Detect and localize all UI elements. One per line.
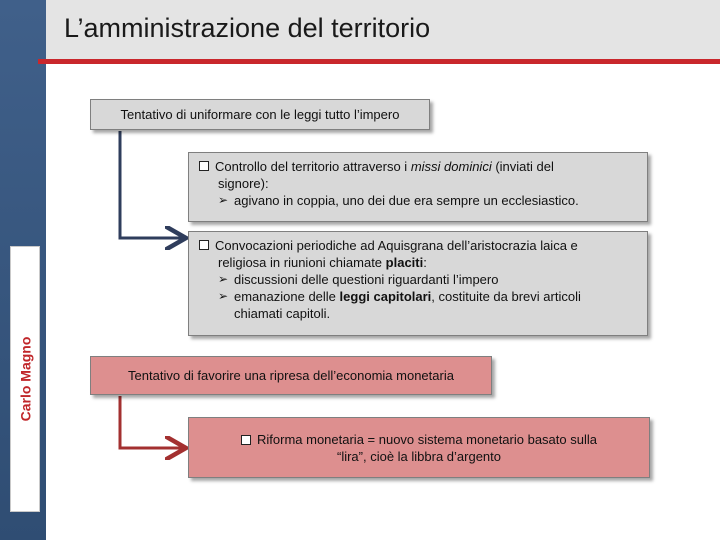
box-convocazioni bbox=[188, 231, 648, 336]
text-line: “lira”, cioè la libbra d’argento bbox=[336, 449, 502, 464]
connector-blue bbox=[120, 131, 183, 238]
checkbox-bullet-icon bbox=[199, 240, 209, 250]
bullet-line: Controllo del territorio attraverso i missi dominici (inviati del bbox=[197, 158, 639, 175]
text-line: religiosa in riunioni chiamate placiti: bbox=[218, 255, 427, 270]
page-title: L’amministrazione del territorio bbox=[64, 13, 431, 43]
text-line: Riforma monetaria = nuovo sistema monetario basato sulla bbox=[199, 431, 639, 448]
arrow-line: ➢ agivano in coppia, uno dei due era sempre un ecclesiastico. bbox=[218, 193, 579, 208]
checkbox-bullet-icon bbox=[199, 161, 209, 171]
text-line: signore): bbox=[218, 176, 269, 191]
side-label: Carlo Magno bbox=[17, 336, 33, 422]
connector-red bbox=[120, 396, 183, 448]
arrow-bullet-icon: ➢ bbox=[218, 193, 229, 207]
box-economia-monetaria: Tentativo di favorire una ripresa dell’economia monetaria bbox=[90, 356, 492, 395]
arrow-bullet-icon: ➢ bbox=[218, 272, 229, 286]
arrow-line: ➢ discussioni delle questioni riguardanti l’impero bbox=[218, 272, 499, 287]
arrow-line: ➢ emanazione delle leggi capitolari, costituite da brevi articoli bbox=[218, 289, 581, 304]
bullet-line: Convocazioni periodiche ad Aquisgrana dell’aristocrazia laica e bbox=[197, 237, 639, 254]
text-line: chiamati capitoli. bbox=[234, 306, 331, 321]
box-riforma-monetaria bbox=[188, 417, 650, 478]
arrow-bullet-icon: ➢ bbox=[218, 289, 229, 303]
box-controllo-territorio bbox=[188, 152, 648, 222]
box-uniformare: Tentativo di uniformare con le leggi tutto l’impero bbox=[90, 99, 430, 130]
checkbox-bullet-icon bbox=[241, 435, 251, 445]
